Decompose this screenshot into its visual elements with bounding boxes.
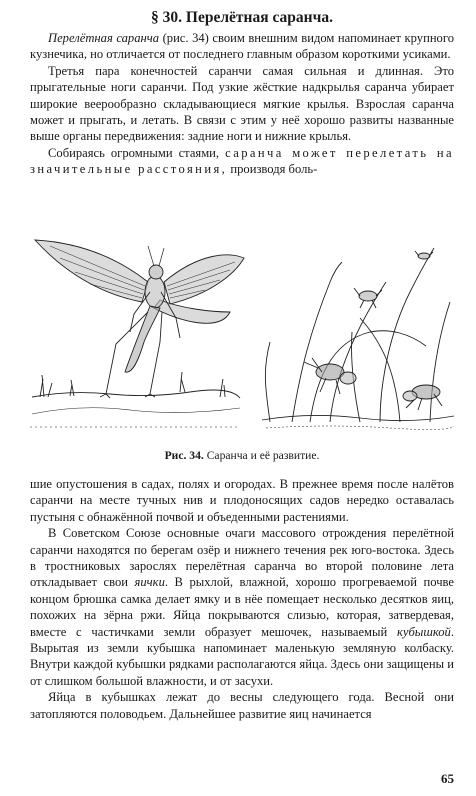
paragraph-devastation: шие опустошения в садах, полях и огородах. В прежнее время после налётов саранчи на месте тучных нив и плодоносящих садов нередко оставалась пустыня с обнажённой почвой и объеденными растениями. bbox=[30, 477, 454, 524]
paragraph-spring: Яйца в кубышках лежат до весны следующего года. Весной они затопляются половодьем. Дальнейшее развитие яиц начинается bbox=[30, 690, 454, 721]
nymph-lower bbox=[403, 385, 442, 410]
paragraph-eggs-part2: . В рыхлой, влажной, хорошо прогреваемой почве концом брюшка самка делает ямку и в нёе помещает несколько десятков яиц, похожих на зёрна ржи. Яйца покрываются слизью, которая, затвердевая, вместе с частичками земли образует мешочек, называемый bbox=[30, 575, 454, 639]
paragraph-legs: Третья пара конечностей саранчи самая сильная и длинная. Это прыгательные ноги саранчи. Под узкие жёсткие надкрылья саранча убирает широкие веерообразно складывающиеся мягкие крылья. Взрослая саранча может и прыгать, и летать. В связи с этим у неё хорошо развиты названные выше органы передвижения: задние ноги и нижние крылья. bbox=[30, 63, 454, 144]
nymph-grass-drawing bbox=[262, 248, 454, 430]
caption-text: Саранча и её развитие. bbox=[203, 449, 320, 462]
nymph-small bbox=[415, 251, 433, 259]
section-heading: § 30. Перелётная саранча. bbox=[151, 9, 333, 26]
paragraph-eggs bbox=[30, 525, 454, 689]
italic-kubyshka: кубышкой bbox=[396, 624, 451, 639]
locust-illustration bbox=[30, 222, 454, 447]
paragraph-intro bbox=[30, 30, 454, 63]
paragraph-eggs-part1: В Советском Союзе основные очаги массового отрождения перелётной саранчи находятся по берегам озёр и нижнего течения рек юго-востока. Здесь в тростниковых зарослях перелётная саранча во второй половине лета откладывает свои bbox=[30, 526, 454, 590]
caption-label: Рис. 34. bbox=[164, 449, 204, 462]
nymph-middle bbox=[304, 358, 356, 394]
spaced-emphasis: саранча может перелетать на значительные расстояния, bbox=[30, 145, 454, 177]
figure-caption bbox=[30, 448, 454, 463]
paragraph-intro-text: (рис. 34) своим внешним видом напоминает крупного кузнечика, но отличается от последнего главным образом короткими усиками. bbox=[30, 31, 455, 62]
italic-eggs: яички bbox=[134, 575, 165, 590]
bottom-text-block bbox=[30, 476, 454, 722]
paragraph-flight-tail: производя боль- bbox=[227, 162, 318, 177]
paragraph-flight-lead: Собираясь огромными стаями, bbox=[48, 145, 226, 160]
adult-locust-drawing bbox=[30, 240, 244, 427]
paragraph-eggs-part3: . Вырытая из земли кубышка напоминает маленькую земляную колбаску. Внутри каждой кубышки рядками располагаются яйца. Здесь они защищены и от слишком большой влажности, и от засухи. bbox=[30, 624, 454, 688]
page-number: 65 bbox=[441, 771, 454, 786]
paragraph-flight bbox=[30, 145, 454, 178]
term-italic: Перелётная саранча bbox=[48, 31, 160, 45]
figure-34 bbox=[30, 222, 454, 447]
nymph-top bbox=[354, 288, 382, 308]
top-text-block bbox=[30, 30, 454, 178]
